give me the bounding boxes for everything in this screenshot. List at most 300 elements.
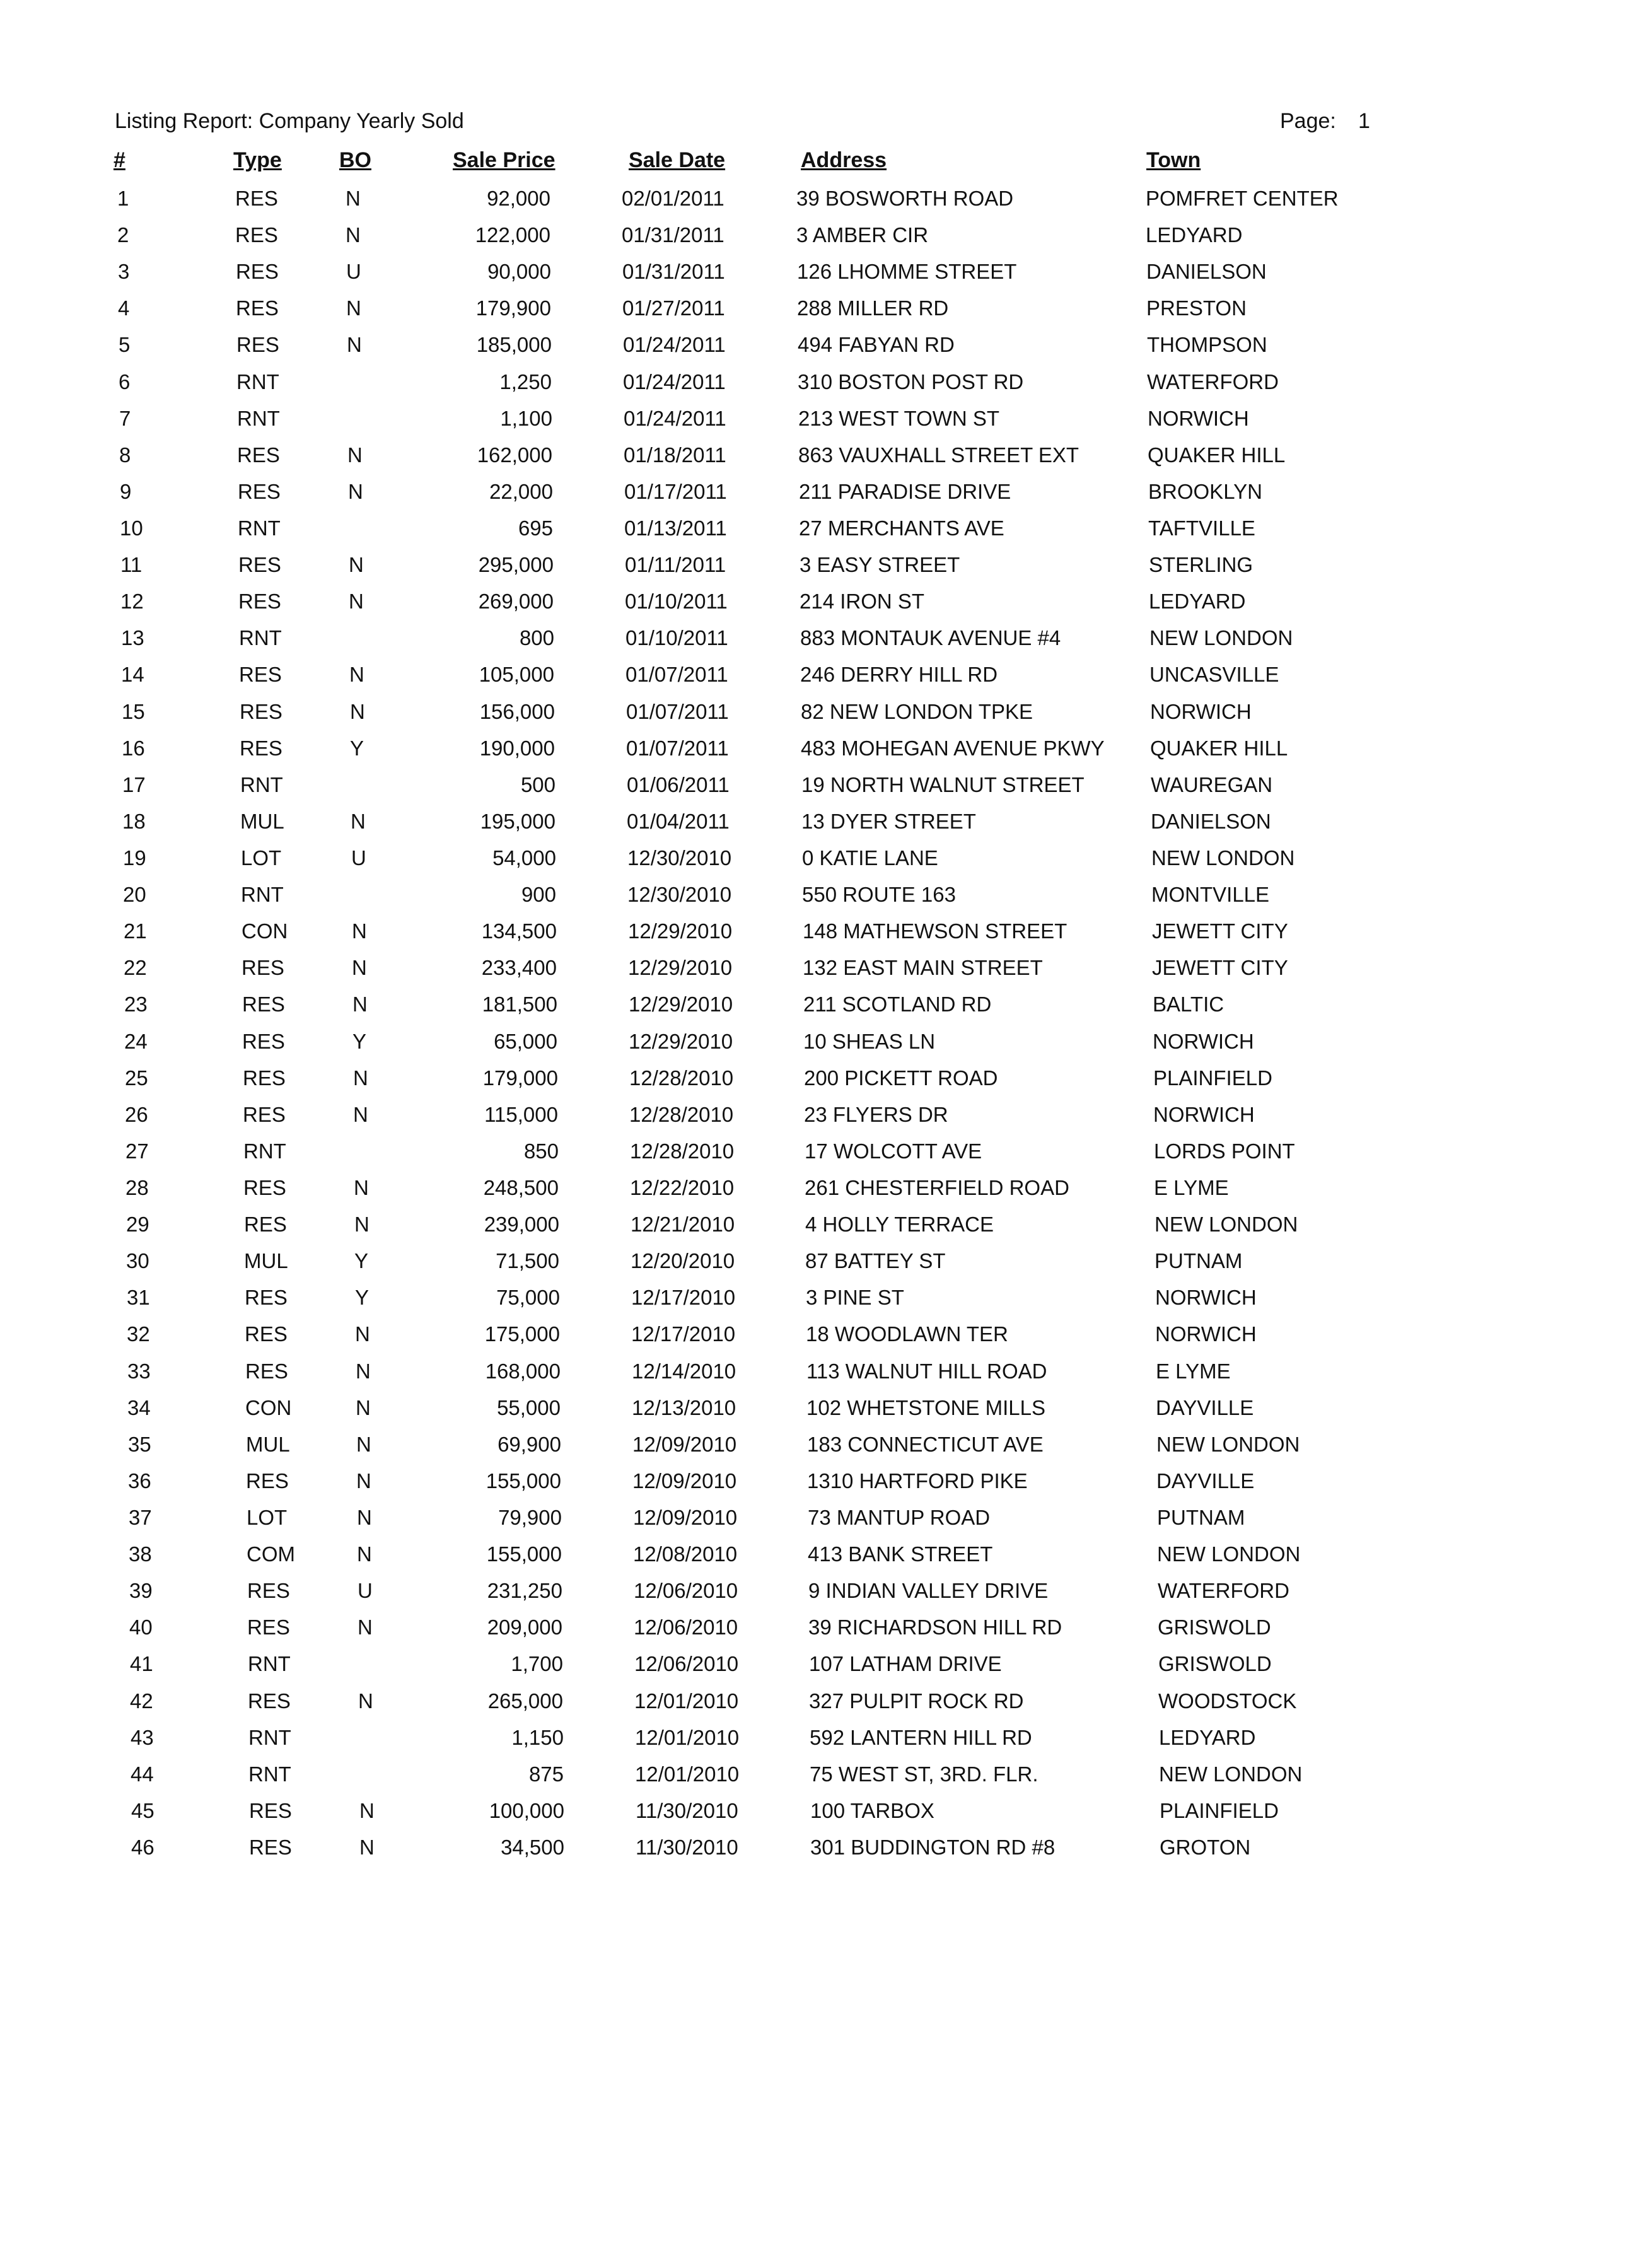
property-type: RNT [238, 516, 281, 540]
bo-flag: N [359, 1836, 375, 1859]
property-type: RNT [236, 370, 279, 393]
town: NEW LONDON [1159, 1762, 1303, 1786]
sale-date: 12/06/2010 [634, 1579, 738, 1602]
town: DANIELSON [1151, 810, 1271, 833]
property-type: RES [244, 1213, 287, 1236]
town: PUTNAM [1155, 1249, 1243, 1272]
row-number: 11 [120, 553, 143, 576]
town: PUTNAM [1157, 1506, 1245, 1529]
sale-date: 02/01/2011 [622, 187, 724, 210]
sale-price: 175,000 [484, 1322, 560, 1346]
property-type: MUL [240, 810, 284, 833]
table-row [0, 846, 1652, 881]
row-number: 39 [129, 1579, 153, 1602]
row-number: 35 [128, 1433, 151, 1456]
table-row [0, 1175, 1652, 1211]
sale-price: 179,900 [475, 296, 551, 320]
bo-flag: U [346, 260, 361, 283]
bo-flag: N [350, 700, 365, 723]
bo-flag: Y [352, 1030, 367, 1053]
bo-flag: Y [355, 1286, 369, 1309]
table-row [0, 1725, 1652, 1761]
sale-price: 1,700 [511, 1652, 563, 1675]
row-number: 19 [123, 846, 146, 870]
address: 100 TARBOX [810, 1799, 934, 1822]
row-number: 41 [130, 1652, 153, 1675]
row-number: 16 [122, 736, 145, 760]
address: 301 BUDDINGTON RD #8 [810, 1836, 1056, 1859]
address: 113 WALNUT HILL ROAD [806, 1359, 1047, 1383]
sale-price: 239,000 [484, 1213, 559, 1236]
sale-date: 01/10/2011 [625, 626, 728, 649]
town: STERLING [1149, 553, 1254, 576]
address: 126 LHOMME STREET [797, 260, 1017, 283]
town: QUAKER HILL [1148, 443, 1286, 467]
address: 0 KATIE LANE [802, 846, 938, 870]
address: 483 MOHEGAN AVENUE PKWY [801, 736, 1105, 760]
sale-price: 90,000 [487, 260, 551, 283]
town: JEWETT CITY [1152, 919, 1288, 943]
town: JEWETT CITY [1152, 956, 1288, 979]
bo-flag: N [352, 956, 367, 979]
sale-price: 100,000 [489, 1799, 564, 1822]
table-row [0, 882, 1652, 917]
sale-price: 1,100 [500, 407, 552, 430]
town: NORWICH [1155, 1286, 1257, 1309]
table-row [0, 992, 1652, 1027]
town: NEW LONDON [1151, 846, 1295, 870]
bo-flag: N [349, 663, 364, 686]
property-type: RNT [248, 1726, 291, 1749]
sale-date: 12/14/2010 [632, 1359, 736, 1383]
sale-price: 1,150 [511, 1726, 564, 1749]
property-type: RES [241, 956, 284, 979]
row-number: 23 [124, 992, 148, 1016]
property-type: RES [246, 1469, 289, 1493]
bo-flag: U [351, 846, 366, 870]
address: 132 EAST MAIN STREET [803, 956, 1043, 979]
row-number: 13 [121, 626, 144, 649]
town: WATERFORD [1147, 370, 1279, 393]
property-type: RNT [248, 1652, 291, 1675]
property-type: RES [236, 333, 279, 356]
bo-flag: N [346, 223, 361, 247]
sale-price: 179,000 [482, 1066, 558, 1090]
town: PRESTON [1146, 296, 1247, 320]
address: 211 SCOTLAND RD [803, 992, 992, 1016]
address: 592 LANTERN HILL RD [810, 1726, 1032, 1749]
town: DAYVILLE [1156, 1469, 1255, 1493]
property-type: RES [240, 736, 282, 760]
row-number: 34 [127, 1396, 151, 1419]
row-number: 12 [120, 590, 144, 613]
address: 19 NORTH WALNUT STREET [801, 773, 1085, 796]
table-row [0, 1359, 1652, 1394]
address: 9 INDIAN VALLEY DRIVE [808, 1579, 1049, 1602]
table-row [0, 809, 1652, 844]
property-type: RES [242, 1030, 285, 1053]
town: THOMPSON [1147, 333, 1267, 356]
sale-price: 295,000 [478, 553, 554, 576]
sale-price: 500 [520, 773, 556, 796]
sale-date: 12/09/2010 [632, 1433, 737, 1456]
address: 494 FABYAN RD [798, 333, 955, 356]
address: 39 RICHARDSON HILL RD [808, 1615, 1062, 1639]
sale-price: 162,000 [477, 443, 552, 467]
town: PLAINFIELD [1160, 1799, 1279, 1822]
row-number: 21 [124, 919, 147, 943]
column-header-type: Type [233, 148, 282, 172]
property-type: MUL [244, 1249, 288, 1272]
sale-date: 01/10/2011 [625, 590, 728, 613]
town: NEW LONDON [1149, 626, 1293, 649]
row-number: 5 [119, 333, 131, 356]
property-type: RES [235, 187, 278, 210]
town: LEDYARD [1149, 590, 1246, 613]
sale-price: 122,000 [475, 223, 550, 247]
row-number: 31 [127, 1286, 150, 1309]
sale-price: 55,000 [497, 1396, 561, 1419]
sale-price: 900 [521, 883, 556, 906]
bo-flag: Y [354, 1249, 369, 1272]
property-type: RES [247, 1579, 290, 1602]
sale-price: 185,000 [476, 333, 552, 356]
sale-date: 01/06/2011 [627, 773, 730, 796]
table-row [0, 589, 1652, 624]
row-number: 6 [119, 370, 131, 393]
property-type: RES [243, 1066, 286, 1090]
property-type: LOT [247, 1506, 288, 1529]
property-type: RES [238, 553, 281, 576]
table-row [0, 1285, 1652, 1320]
table-row [0, 772, 1652, 808]
sale-price: 134,500 [481, 919, 557, 943]
bo-flag: N [347, 333, 362, 356]
row-number: 18 [122, 810, 146, 833]
bo-flag: N [352, 992, 368, 1016]
row-number: 37 [129, 1506, 152, 1529]
row-number: 25 [125, 1066, 148, 1090]
table-row [0, 1798, 1652, 1834]
sale-date: 12/13/2010 [632, 1396, 736, 1419]
bo-flag: N [356, 1469, 371, 1493]
address: 73 MANTUP ROAD [808, 1506, 991, 1529]
sale-date: 01/07/2011 [626, 736, 729, 760]
row-number: 33 [127, 1359, 151, 1383]
column-header-bo: BO [339, 148, 371, 172]
sale-date: 12/09/2010 [633, 1506, 738, 1529]
table-row [0, 1102, 1652, 1138]
town: DANIELSON [1146, 260, 1267, 283]
bo-flag: N [348, 480, 363, 503]
sale-date: 01/24/2011 [623, 333, 726, 356]
property-type: RES [245, 1286, 288, 1309]
property-type: RES [238, 480, 281, 503]
address: 863 VAUXHALL STREET EXT [798, 443, 1079, 467]
sale-date: 01/13/2011 [624, 516, 727, 540]
sale-date: 12/17/2010 [631, 1322, 736, 1346]
town: QUAKER HILL [1150, 736, 1288, 760]
property-type: RNT [241, 883, 284, 906]
page-label: Page: [1280, 109, 1336, 133]
address: 75 WEST ST, 3RD. FLR. [810, 1762, 1038, 1786]
table-row [0, 552, 1652, 588]
town: BALTIC [1153, 992, 1224, 1016]
page-number: 1 [1358, 109, 1370, 133]
sale-date: 11/30/2010 [636, 1836, 738, 1859]
sale-date: 12/28/2010 [629, 1066, 734, 1090]
row-number: 36 [128, 1469, 151, 1493]
bo-flag: N [354, 1176, 369, 1199]
address: 183 CONNECTICUT AVE [807, 1433, 1044, 1456]
address: 310 BOSTON POST RD [798, 370, 1024, 393]
column-header-town: Town [1146, 148, 1201, 172]
property-type: RES [249, 1836, 292, 1859]
sale-price: 54,000 [492, 846, 556, 870]
sale-date: 12/09/2010 [632, 1469, 737, 1493]
sale-price: 155,000 [486, 1469, 561, 1493]
property-type: CON [241, 919, 288, 943]
address: 148 MATHEWSON STREET [803, 919, 1067, 943]
sale-price: 800 [519, 626, 554, 649]
property-type: RNT [240, 773, 283, 796]
property-type: LOT [241, 846, 282, 870]
sale-price: 105,000 [479, 663, 554, 686]
address: 883 MONTAUK AVENUE #4 [800, 626, 1061, 649]
bo-flag: N [356, 1433, 371, 1456]
address: 211 PARADISE DRIVE [799, 480, 1011, 503]
bo-flag: N [358, 1689, 373, 1713]
row-number: 20 [123, 883, 146, 906]
bo-flag: N [357, 1506, 372, 1529]
sale-date: 12/29/2010 [629, 992, 733, 1016]
table-row [0, 1542, 1652, 1577]
address: 4 HOLLY TERRACE [805, 1213, 994, 1236]
property-type: RNT [239, 626, 282, 649]
town: NORWICH [1153, 1030, 1254, 1053]
sale-date: 01/11/2011 [625, 553, 726, 576]
address: 107 LATHAM DRIVE [809, 1652, 1002, 1675]
sale-price: 190,000 [479, 736, 555, 760]
town: NEW LONDON [1157, 1542, 1301, 1566]
row-number: 30 [126, 1249, 149, 1272]
address: 413 BANK STREET [808, 1542, 993, 1566]
table-row [0, 1578, 1652, 1614]
bo-flag: N [356, 1396, 371, 1419]
town: NORWICH [1148, 407, 1249, 430]
column-header-sale-price: Sale Price [453, 148, 556, 172]
address: 550 ROUTE 163 [802, 883, 956, 906]
property-type: CON [245, 1396, 292, 1419]
table-row [0, 186, 1652, 221]
row-number: 44 [131, 1762, 154, 1786]
row-number: 14 [121, 663, 144, 686]
row-number: 10 [120, 516, 143, 540]
table-row [0, 259, 1652, 294]
table-row [0, 662, 1652, 697]
table-row [0, 1029, 1652, 1064]
sale-price: 65,000 [494, 1030, 557, 1053]
sale-price: 71,500 [496, 1249, 559, 1272]
row-number: 32 [127, 1322, 150, 1346]
property-type: RES [240, 700, 282, 723]
address: 1310 HARTFORD PIKE [807, 1469, 1028, 1493]
table-row [0, 1432, 1652, 1467]
sale-date: 11/30/2010 [636, 1799, 738, 1822]
sale-price: 156,000 [479, 700, 555, 723]
address: 82 NEW LONDON TPKE [801, 700, 1033, 723]
bo-flag: N [359, 1799, 375, 1822]
report-title: Listing Report: Company Yearly Sold [115, 109, 464, 133]
sale-price: 181,500 [482, 992, 557, 1016]
row-number: 8 [119, 443, 131, 467]
sale-price: 209,000 [487, 1615, 562, 1639]
address: 3 PINE ST [806, 1286, 904, 1309]
address: 23 FLYERS DR [804, 1103, 948, 1126]
town: TAFTVILLE [1148, 516, 1255, 540]
column-header-address: Address [801, 148, 887, 172]
address: 327 PULPIT ROCK RD [809, 1689, 1024, 1713]
address: 3 AMBER CIR [796, 223, 929, 247]
table-row [0, 736, 1652, 771]
sale-date: 12/28/2010 [630, 1139, 735, 1163]
address: 17 WOLCOTT AVE [805, 1139, 982, 1163]
table-row [0, 479, 1652, 515]
property-type: RES [239, 663, 282, 686]
bo-flag: N [357, 1542, 372, 1566]
sale-date: 12/22/2010 [630, 1176, 735, 1199]
town: WAUREGAN [1151, 773, 1273, 796]
column-header-sale-date: Sale Date [629, 148, 726, 172]
sale-price: 168,000 [485, 1359, 561, 1383]
sale-date: 12/29/2010 [628, 919, 733, 943]
table-row [0, 1762, 1652, 1797]
sale-price: 34,500 [501, 1836, 564, 1859]
property-type: MUL [246, 1433, 290, 1456]
column-header-number: # [113, 148, 125, 172]
row-number: 22 [124, 956, 147, 979]
bo-flag: U [358, 1579, 373, 1602]
town: NORWICH [1155, 1322, 1257, 1346]
bo-flag: N [354, 1213, 369, 1236]
sale-date: 12/28/2010 [629, 1103, 734, 1126]
town: GRISWOLD [1158, 1652, 1272, 1675]
sale-price: 695 [518, 516, 553, 540]
sale-date: 01/07/2011 [626, 700, 729, 723]
table-row [0, 919, 1652, 954]
row-number: 1 [117, 187, 129, 210]
town: MONTVILLE [1151, 883, 1270, 906]
town: E LYME [1156, 1359, 1231, 1383]
table-row [0, 406, 1652, 441]
address: 213 WEST TOWN ST [798, 407, 1000, 430]
address: 27 MERCHANTS AVE [799, 516, 1004, 540]
bo-flag: N [346, 187, 361, 210]
sale-date: 12/20/2010 [631, 1249, 735, 1272]
town: NORWICH [1150, 700, 1252, 723]
table-row [0, 223, 1652, 258]
address: 87 BATTEY ST [805, 1249, 946, 1272]
table-row [0, 332, 1652, 368]
town: DAYVILLE [1156, 1396, 1254, 1419]
sale-date: 12/01/2010 [635, 1762, 740, 1786]
address: 13 DYER STREET [801, 810, 976, 833]
table-row [0, 1651, 1652, 1687]
sale-price: 269,000 [478, 590, 554, 613]
sale-price: 92,000 [487, 187, 550, 210]
bo-flag: N [346, 296, 361, 320]
sale-price: 248,500 [483, 1176, 559, 1199]
bo-flag: N [351, 810, 366, 833]
sale-price: 850 [523, 1139, 559, 1163]
bo-flag: N [349, 553, 364, 576]
sale-price: 233,400 [481, 956, 557, 979]
row-number: 43 [131, 1726, 154, 1749]
row-number: 2 [117, 223, 129, 247]
town: GRISWOLD [1158, 1615, 1271, 1639]
bo-flag: N [347, 443, 363, 467]
sale-price: 1,250 [499, 370, 552, 393]
property-type: RES [238, 590, 281, 613]
table-row [0, 1139, 1652, 1174]
sale-price: 265,000 [487, 1689, 563, 1713]
property-type: RES [249, 1799, 292, 1822]
bo-flag: N [353, 1066, 368, 1090]
sale-price: 195,000 [480, 810, 556, 833]
property-type: RES [243, 1103, 286, 1126]
table-row [0, 1689, 1652, 1724]
town: GROTON [1160, 1836, 1251, 1859]
sale-date: 01/07/2011 [625, 663, 728, 686]
town: UNCASVILLE [1149, 663, 1279, 686]
town: LEDYARD [1146, 223, 1243, 247]
sale-date: 12/08/2010 [633, 1542, 738, 1566]
property-type: RNT [243, 1139, 286, 1163]
row-number: 4 [118, 296, 130, 320]
sale-date: 12/06/2010 [634, 1615, 738, 1639]
address: 288 MILLER RD [797, 296, 949, 320]
row-number: 17 [122, 773, 146, 796]
table-row [0, 1249, 1652, 1284]
town: LORDS POINT [1154, 1139, 1295, 1163]
town: LEDYARD [1159, 1726, 1256, 1749]
bo-flag: N [358, 1615, 373, 1639]
town: E LYME [1154, 1176, 1229, 1199]
bo-flag: N [349, 590, 364, 613]
table-row [0, 699, 1652, 735]
property-type: COM [247, 1542, 295, 1566]
town: WOODSTOCK [1158, 1689, 1297, 1713]
bo-flag: Y [350, 736, 364, 760]
row-number: 46 [131, 1836, 154, 1859]
bo-flag: N [355, 1322, 370, 1346]
row-number: 42 [130, 1689, 153, 1713]
sale-price: 155,000 [486, 1542, 562, 1566]
bo-flag: N [356, 1359, 371, 1383]
sale-date: 12/30/2010 [627, 846, 732, 870]
property-type: RNT [237, 407, 280, 430]
sale-price: 875 [528, 1762, 564, 1786]
table-row [0, 1395, 1652, 1431]
row-number: 9 [120, 480, 132, 503]
address: 18 WOODLAWN TER [806, 1322, 1008, 1346]
sale-date: 12/01/2010 [635, 1726, 740, 1749]
row-number: 7 [119, 407, 131, 430]
row-number: 3 [118, 260, 130, 283]
property-type: RES [237, 443, 280, 467]
town: NEW LONDON [1156, 1433, 1300, 1456]
sale-price: 79,900 [498, 1506, 562, 1529]
